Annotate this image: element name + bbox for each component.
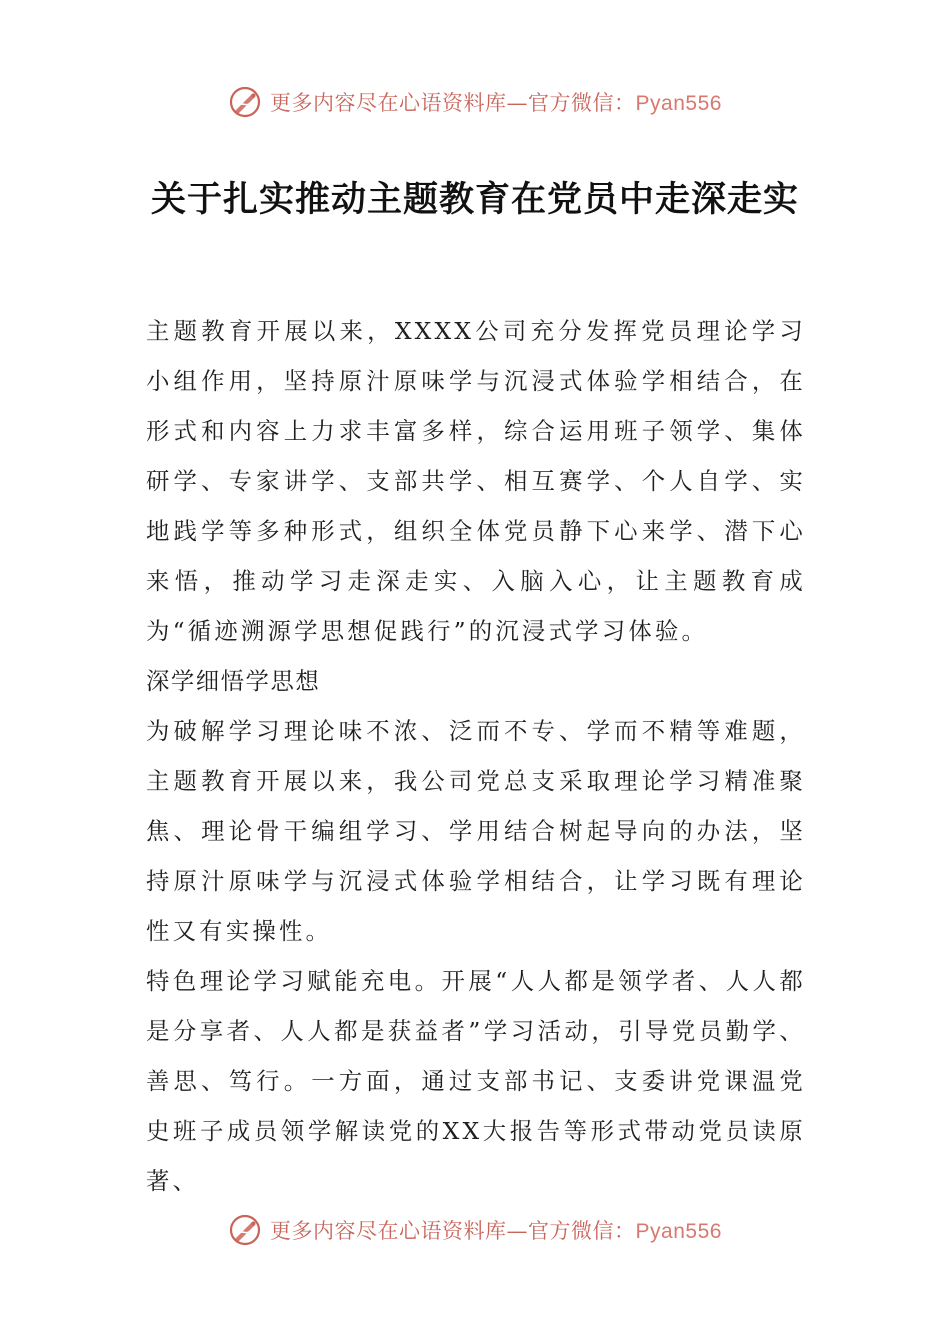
document-title: 关于扎实推动主题教育在党员中走深走实: [150, 180, 799, 220]
paragraph-intro: 主题教育开展以来，XXXX公司充分发挥党员理论学习小组作用，坚持原汁原味学与沉浸式体验学相结合，在形式和内容上力求丰富多样，综合运用班子领学、集体研学、专家讲学、支部共学、相互赛学、个人自学、实地践学等多种形式，组织全体党员静下心来学、潜下心来悟，推动学习走深走实、入脑入心，让主题教育成为“循迹溯源学思想促践行”的沉浸式学习体验。: [146, 317, 806, 645]
pen-circle-logo-icon: [228, 1213, 262, 1247]
banner-wechat-id: Pyan556: [635, 92, 722, 115]
bottom-watermark-banner: [0, 1210, 950, 1250]
banner-slogan: 更多内容尽在心语资料库—官方微信：: [270, 91, 636, 115]
banner-slogan: 更多内容尽在心语资料库—官方微信：: [270, 1219, 636, 1243]
top-watermark-banner: [0, 82, 950, 122]
pen-circle-logo-icon: [228, 85, 262, 119]
section-heading: 深学细悟学思想: [146, 667, 321, 695]
document-body: [146, 306, 806, 1206]
banner-wechat-id: Pyan556: [635, 1220, 722, 1243]
paragraph-study: 为破解学习理论味不浓、泛而不专、学而不精等难题，主题教育开展以来，我公司党总支采取理论学习精准聚焦、理论骨干编组学习、学用结合树起导向的办法，坚持原汁原味学与沉浸式体验学相结合，让学习既有理论性又有实操性。: [146, 717, 806, 945]
paragraph-featured-study: 特色理论学习赋能充电。开展“人人都是领学者、人人都是分享者、人人都是获益者”学习活动，引导党员勤学、善思、笃行。一方面，通过支部书记、支委讲党课温党史班子成员领学解读党的XX大报告等形式带动党员读原著、: [146, 967, 806, 1195]
banner-text: [270, 1215, 722, 1245]
banner-text: [270, 87, 722, 117]
